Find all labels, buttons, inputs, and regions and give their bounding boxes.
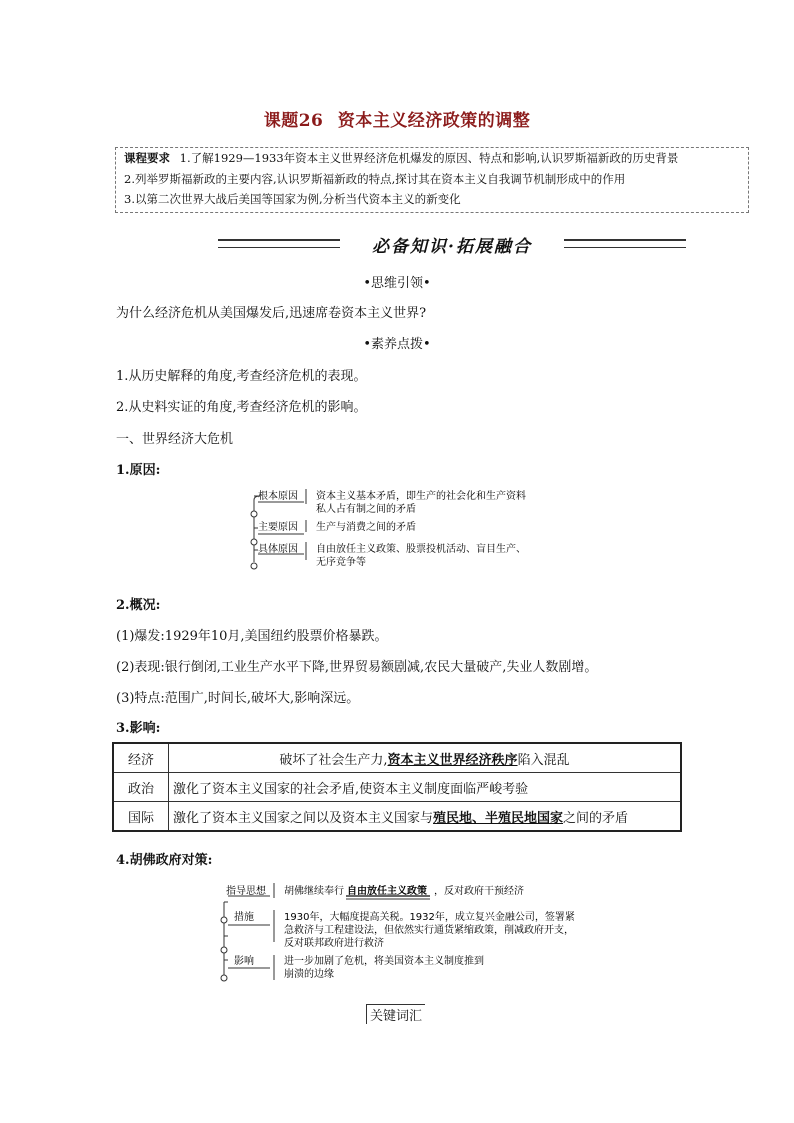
guide-text-pre: 胡佛继续奉行 xyxy=(284,886,344,897)
literacy-item: 2.从史料实证的角度,考查经济危机的影响。 xyxy=(116,400,367,415)
root-cause-text: 资本主义基本矛盾，即生产的社会化和生产资料 xyxy=(316,491,526,502)
effect-text: 崩溃的边缘 xyxy=(284,969,334,980)
impact-text-post: 之间的矛盾 xyxy=(563,810,629,826)
table-row xyxy=(113,802,681,832)
main-cause-label: 主要原因 xyxy=(258,522,298,533)
impact-keyword: 资本主义世界经济秩序 xyxy=(387,752,518,768)
table-row xyxy=(113,743,681,773)
table-row xyxy=(113,773,681,802)
specific-cause-text: 自由放任主义政策、股票投机活动、盲目生产、 xyxy=(316,544,526,555)
lesson-number: 课题26 xyxy=(263,111,324,131)
hoover-heading: 4.胡佛政府对策: xyxy=(116,853,213,868)
keywords-label: 关键词汇 xyxy=(366,1004,425,1024)
banner-title: 必备知识·拓展融合 xyxy=(372,237,532,257)
impact-text-pre: 激化了资本主义国家之间以及资本主义国家与 xyxy=(173,810,434,826)
literacy-heading: •素养点拨• xyxy=(363,337,431,352)
banner-rule-right xyxy=(564,239,686,248)
impact-keyword: 殖民地、半殖民地国家 xyxy=(433,810,564,826)
specific-cause-label: 具体原因 xyxy=(258,544,298,555)
impact-text xyxy=(169,743,682,773)
effect-label: 影响 xyxy=(234,956,254,967)
thinking-question: 为什么经济危机从美国爆发后,迅速席卷资本主义世界? xyxy=(116,306,427,321)
guide-label: 指导思想 xyxy=(226,886,266,897)
impact-text-pre: 破坏了社会生产力, xyxy=(279,752,388,768)
impact-label: 经济 xyxy=(113,743,169,773)
impact-text xyxy=(169,802,682,832)
causes-diagram xyxy=(240,484,560,576)
literacy-item: 1.从历史解释的角度,考查经济危机的表现。 xyxy=(116,369,367,384)
lesson-name: 资本主义经济政策的调整 xyxy=(337,111,531,131)
overview-item: (1)爆发:1929年10月,美国纽约股票价格暴跌。 xyxy=(116,629,388,644)
overview-item: (2)表现:银行倒闭,工业生产水平下降,世界贸易额剧减,农民大量破产,失业人数剧增。 xyxy=(116,660,598,675)
requirement-item: 3.以第二次世界大战后美国等国家为例,分析当代资本主义的新变化 xyxy=(124,192,461,206)
impact-heading: 3.影响: xyxy=(116,721,161,736)
banner-rule-left xyxy=(218,239,340,248)
measure-text: 1930年，大幅度提高关税。1932年，成立复兴金融公司，签署紧 xyxy=(284,912,575,923)
page-title xyxy=(0,106,794,131)
impact-label: 国际 xyxy=(113,802,169,832)
guide-text-post: ，反对政府干预经济 xyxy=(434,886,524,897)
impact-text-post: 陷入混乱 xyxy=(517,752,570,768)
requirements-box xyxy=(115,147,749,213)
measure-text: 急救济与工程建设法，但依然实行通货紧缩政策，削减政府开支， xyxy=(284,925,574,936)
effect-text: 进一步加剧了危机，将美国资本主义制度推到 xyxy=(284,956,484,967)
guide-keyword: 自由放任主义政策 xyxy=(347,886,427,897)
impact-text: 激化了资本主义国家的社会矛盾,使资本主义制度面临严峻考验 xyxy=(169,773,682,802)
root-cause-label: 根本原因 xyxy=(258,491,298,502)
causes-heading: 1.原因: xyxy=(116,463,161,478)
overview-item: (3)特点:范围广,时间长,破坏大,影响深远。 xyxy=(116,691,360,706)
section-heading: 一、世界经济大危机 xyxy=(116,432,234,447)
specific-cause-text: 无序竞争等 xyxy=(316,557,366,568)
measure-text: 反对联邦政府进行救济 xyxy=(284,938,384,949)
impact-label: 政治 xyxy=(113,773,169,802)
requirement-item: 1.了解1929—1933年资本主义世界经济危机爆发的原因、特点和影响,认识罗斯福新政的历史背景 xyxy=(179,151,679,165)
requirement-line-1 xyxy=(124,148,678,168)
requirements-label: 课程要求 xyxy=(124,151,170,165)
main-cause-text: 生产与消费之间的矛盾 xyxy=(316,522,416,533)
root-cause-text: 私人占有制之间的矛盾 xyxy=(316,504,416,515)
overview-heading: 2.概况: xyxy=(116,598,161,613)
thinking-heading: •思维引领• xyxy=(363,276,431,291)
measure-label: 措施 xyxy=(234,912,254,923)
requirement-item: 2.列举罗斯福新政的主要内容,认识罗斯福新政的特点,探讨其在资本主义自我调节机制形成中的作用 xyxy=(124,172,626,186)
impact-table xyxy=(112,742,682,832)
hoover-diagram xyxy=(216,880,596,986)
section-banner xyxy=(218,232,686,256)
